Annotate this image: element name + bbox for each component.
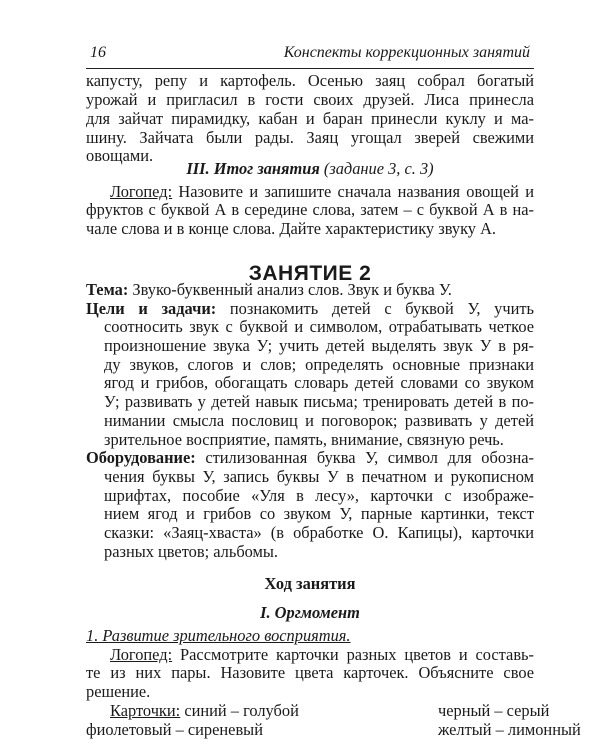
intro-line-5: овощами. bbox=[86, 146, 154, 166]
equipment-line-1 bbox=[86, 448, 534, 468]
speech2-line-2: те из них пары. Назовите цвета карточек. Объясните свое bbox=[86, 663, 534, 683]
goals-line-3: произношение звука У; учить детей выделять звук У в ря- bbox=[104, 336, 534, 355]
topic-label: Тема: bbox=[86, 279, 129, 299]
cards-row-1-left: синий – голубой bbox=[180, 700, 299, 720]
intro-line-1: капусту, репу и картофель. Осенью заяц собрал богатый bbox=[86, 71, 534, 91]
goals-line-4: ду звуков, слогов и слов; определять основные признаки bbox=[104, 354, 534, 374]
equipment-label: Оборудование: bbox=[86, 448, 196, 468]
equipment-line-3: шрифтах, пособие «Уля в лесу», карточки с изображе- bbox=[104, 485, 534, 505]
goals-line-1-text: познакомить детей с буквой У, учить bbox=[216, 298, 534, 318]
equipment-line-6: разных цветов; альбомы. bbox=[104, 541, 279, 561]
speaker-label: Логопед: bbox=[110, 181, 173, 201]
goals-line-8: зрительное восприятие, память, внимание, связную речь. bbox=[104, 429, 504, 449]
section3-line-1-text: Назовите и запишите сначала названия овощей и bbox=[172, 181, 534, 201]
course-heading: Ход занятия bbox=[264, 573, 356, 593]
intro-line-2: урожай и пригласил в гости своих друзей. Лиса принесла bbox=[86, 90, 534, 110]
intro-line-4: шину. Зайчата были рады. Заяц угощал зверей свежими bbox=[86, 127, 534, 147]
goals-line-5: ягод и грибов, обогащать словарь детей словами со звуком bbox=[104, 373, 534, 393]
subsection-heading: 1. Развитие зрительного восприятия. bbox=[86, 625, 351, 645]
intro-line-3: для зайчат пирамидку, кабан и баран принесли куклу и ма- bbox=[86, 108, 534, 128]
lesson-title: ЗАНЯТИЕ 2 bbox=[248, 262, 372, 285]
goals-label: Цели и задачи: bbox=[86, 298, 217, 318]
goals-line-7: нимании смысла пословиц и поговорок; развивать у детей bbox=[104, 410, 534, 430]
cards-label: Карточки: bbox=[110, 700, 181, 720]
goals-line-6: У; развивать у детей навык письма; тренировать детей в по- bbox=[104, 392, 534, 412]
cards-row-1 bbox=[86, 700, 550, 721]
speech2-line-1 bbox=[86, 645, 534, 665]
page-number: 16 bbox=[90, 44, 106, 61]
speech2-line-3: решение. bbox=[86, 681, 151, 701]
cards-row-1-right: черный – серый bbox=[438, 700, 550, 720]
goals-line-2: соотносить звук с буквой и символом, отрабатывать четкое bbox=[104, 317, 534, 337]
topic-text: Звуко-буквенный анализ слов. Звук и буква У. bbox=[128, 279, 452, 299]
section3-line-2: фруктов с буквой А в середине слова, затем – с буквой А в на- bbox=[86, 200, 534, 220]
speaker-label-2: Логопед: bbox=[110, 644, 173, 664]
section3-heading bbox=[86, 159, 534, 179]
equipment-line-2: чения буквы У, запись буквы У в печатном и рукописном bbox=[104, 466, 534, 486]
cards-row-2 bbox=[86, 719, 581, 740]
equipment-line-1-text: стилизованная буква У, символ для обозна- bbox=[195, 448, 534, 468]
cards-row-2-left: фиолетовый – сиреневый bbox=[86, 719, 263, 739]
topic-line bbox=[86, 280, 534, 300]
section3-title: III. Итог занятия bbox=[186, 159, 320, 179]
section3-line-3: чале слова и в конце слова. Дайте характеристику звуку А. bbox=[86, 219, 497, 239]
running-title: Конспекты коррекционных занятий bbox=[283, 44, 530, 61]
goals-line-1 bbox=[86, 299, 534, 319]
running-header bbox=[86, 44, 534, 69]
section3-task-ref: (задание 3, с. 3) bbox=[323, 159, 434, 179]
cards-row-2-right: желтый – лимонный bbox=[438, 719, 581, 739]
section1-heading: I. Оргмомент bbox=[260, 602, 360, 622]
equipment-line-4: нием ягод и грибов со звуком У, парные картинки, текст bbox=[104, 504, 534, 524]
speech2-line-1-text: Рассмотрите карточки разных цветов и составь- bbox=[172, 644, 534, 664]
equipment-line-5: сказки: «Заяц-хваста» (в обработке О. Капицы), карточки bbox=[104, 523, 534, 542]
section3-line-1 bbox=[86, 182, 534, 202]
